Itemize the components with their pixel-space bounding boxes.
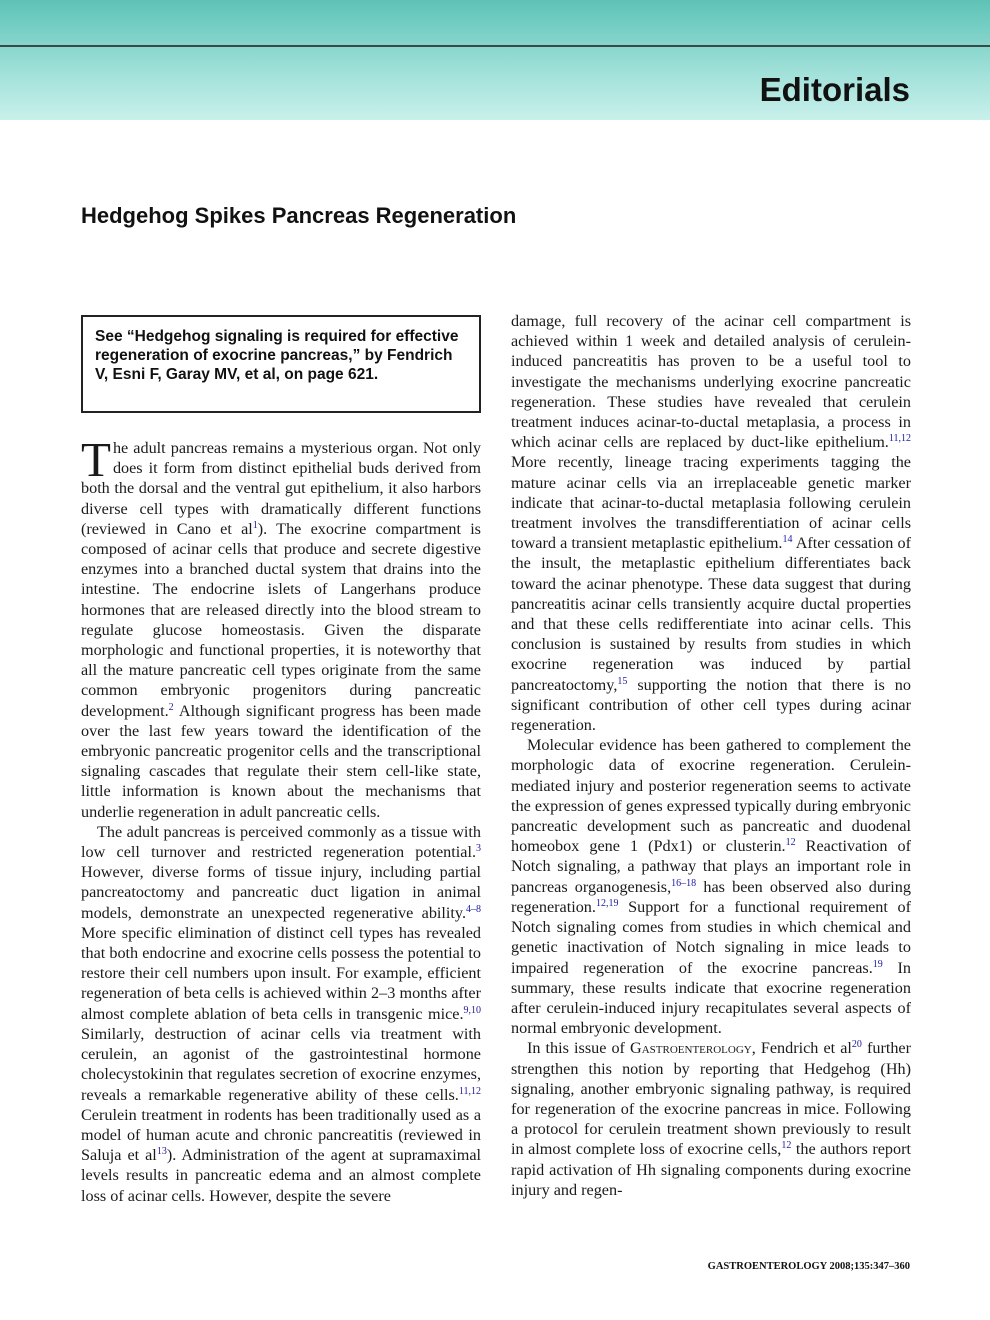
text-run: the authors report rapid activation of Hh signaling components during exocrine injury and regen- [511,1140,911,1199]
reference-link[interactable]: 12,19 [595,897,619,909]
text-run: ). Administration of the agent at supramaximal levels results in pancreatic edema and an almost complete loss of acinar cells. However, despite the severe [81,1146,482,1205]
reference-link[interactable]: 12 [781,1140,792,1152]
reference-link[interactable]: 14 [782,534,793,546]
text-run: Support for a functional requirement of Notch signaling comes from studies in which chemical and genetic inactivation of Notch signaling in mice leads to impaired regeneration of the exocrine pancreas. [511,897,911,977]
header-rule [0,45,990,47]
see-also-box [81,315,481,413]
text-run: Molecular evidence has been gathered to complement the morphologic data of exocrine regeneration. Cerulein-mediated injury and posterior regeneration seems to activate the expression of genes expressed typically during embryonic pancreatic development such as pancreatic and duodenal homeobox gene 1 (Pdx1) or clusterin. [511,736,911,856]
text-run: ). The exocrine compartment is composed of acinar cells that produce and secrete digestive enzymes into a branched ductal system that drains into the intestine. The endocrine islets of Langerhans produce hormones that are released directly into the blood stream to regulate glucose homeostasis. Given the disparate morphologic and functional properties, it is noteworthy that all the mature pancreatic cell types originate from the same common embryonic progenitors during pancreatic development. [81,519,481,720]
reference-link[interactable]: 11,12 [888,433,911,445]
left-column [81,432,482,1206]
reference-link[interactable]: 12 [785,837,796,849]
text-run: further strengthen this notion by reporting that Hedgehog (Hh) signaling, another embryonic signaling pathway, is required for regeneration of the exocrine pancreas in mice. Following a protocol for cerulein treatment shown previously to result in almost complete loss of exocrine cells, [511,1039,912,1159]
reference-link[interactable]: 1 [252,519,258,531]
paragraph [511,735,911,1038]
section-label: Editorials [759,71,910,108]
text-run: More recently, lineage tracing experiments tagging the mature acinar cells via an irreplaceable genetic marker indicate that acinar-to-ductal metaplasia following cerulein treatment involves the transdifferentiation of acinar cells toward a transient metaplastic epithelium. [511,453,911,553]
text-run: In this issue of [527,1039,631,1058]
text-run: More specific elimination of distinct cell types has revealed that both endocrine and exocrine cells possess the potential to restore their cell numbers upon insult. For example, efficient regeneration of beta cells is achieved within 2–3 months after almost complete ablation of beta cells in transgenic mice. [81,923,481,1023]
text-run: , Fendrich et al [751,1039,852,1058]
reference-link[interactable]: 2 [168,701,174,713]
text-run: Although significant progress has been made over the last few years toward the identification of the embryonic pancreatic progenitor cells and the transcriptional signaling cascades that regulate their stem cell-like state, little information is known about the mechanisms that underlie regeneration in adult pancreatic cells. [81,701,481,821]
reference-link[interactable]: 20 [851,1039,862,1051]
text-run: After cessation of the insult, the metaplastic epithelium differentiates back toward the acinar phenotype. These data suggest that during pancreatitis acinar cells transiently acquire ductal properties and that these cells redifferentiate into acinar cells. This conclusion is sustained by results from studies in which exocrine regeneration was induced by partial pancreatoctomy, [511,534,911,694]
reference-link[interactable]: 16–18 [671,877,697,889]
article-title: Hedgehog Spikes Pancreas Regeneration [81,203,517,228]
text-run: In summary, these results indicate that exocrine regeneration after cerulein-induced injury recapitulates several aspects of normal embryonic development. [511,958,912,1038]
paragraph [81,822,481,1206]
paragraph [511,311,911,735]
journal-citation: GASTROENTEROLOGY 2008;135:347–360 [707,1261,910,1272]
reference-link[interactable]: 19 [872,958,883,970]
reference-link[interactable]: 3 [476,843,481,855]
reference-link[interactable]: 15 [617,675,628,687]
text-run: However, diverse forms of tissue injury, including partial pancreatoctomy and pancreatic duct ligation in animal models, demonstrate an unexpected regenerative ability. [81,863,481,922]
text-run: supporting the notion that there is no significant contribution of other cell types during acinar regeneration. [511,675,911,735]
text-run: Reactivation of Notch signaling, a pathway that plays an important role in pancreas organogenesis, [511,837,911,896]
text-run: has been observed also during regeneration. [511,877,911,916]
reference-link[interactable]: 13 [156,1146,167,1158]
see-also-text: See “Hedgehog signaling is required for effective regeneration of exocrine pancreas,” by Fendrich V, Esni F, Garay MV, et al, on page 621. [95,328,459,383]
paragraph [81,432,481,822]
text-run: damage, full recovery of the acinar cell compartment is achieved within 1 week and detailed analysis of cerulein-induced pancreatitis has proven to be a useful tool to investigate the mechanisms underlying exocrine pancreatic regeneration. These studies have revealed that cerulein treatment induces acinar-to-ductal metaplasia, a process in which acinar cells are replaced by duct-like epithelium. [511,312,911,452]
text-run: Similarly, destruction of acinar cells via treatment with cerulein, an agonist of the gastrointestinal hormone cholecystokinin that regulates secretion of exocrine enzymes, reveals a remarkable regenerative ability of these cells. [81,1024,481,1104]
right-column [511,311,911,1200]
paragraph [511,1038,911,1200]
reference-link[interactable]: 11,12 [458,1085,481,1097]
drop-cap: T [81,432,111,487]
journal-name: Gastroenterology [630,1039,752,1058]
text-run: Cerulein treatment in rodents has been traditionally used as a model of human acute and chronic pancreatitis (reviewed in Saluja et al [81,1105,481,1165]
reference-link[interactable]: 9,10 [463,1004,481,1016]
text-run: The adult pancreas is perceived commonly as a tissue with low cell turnover and restricted regeneration potential. [81,822,481,862]
text-run: he adult pancreas remains a mysterious organ. Not only does it form from distinct epithelial buds derived from both the dorsal and the ventral gut epithelium, it also harbors diverse cell types with dramatically different functions (reviewed in Cano et al [81,439,481,538]
reference-link[interactable]: 4–8 [466,903,481,915]
